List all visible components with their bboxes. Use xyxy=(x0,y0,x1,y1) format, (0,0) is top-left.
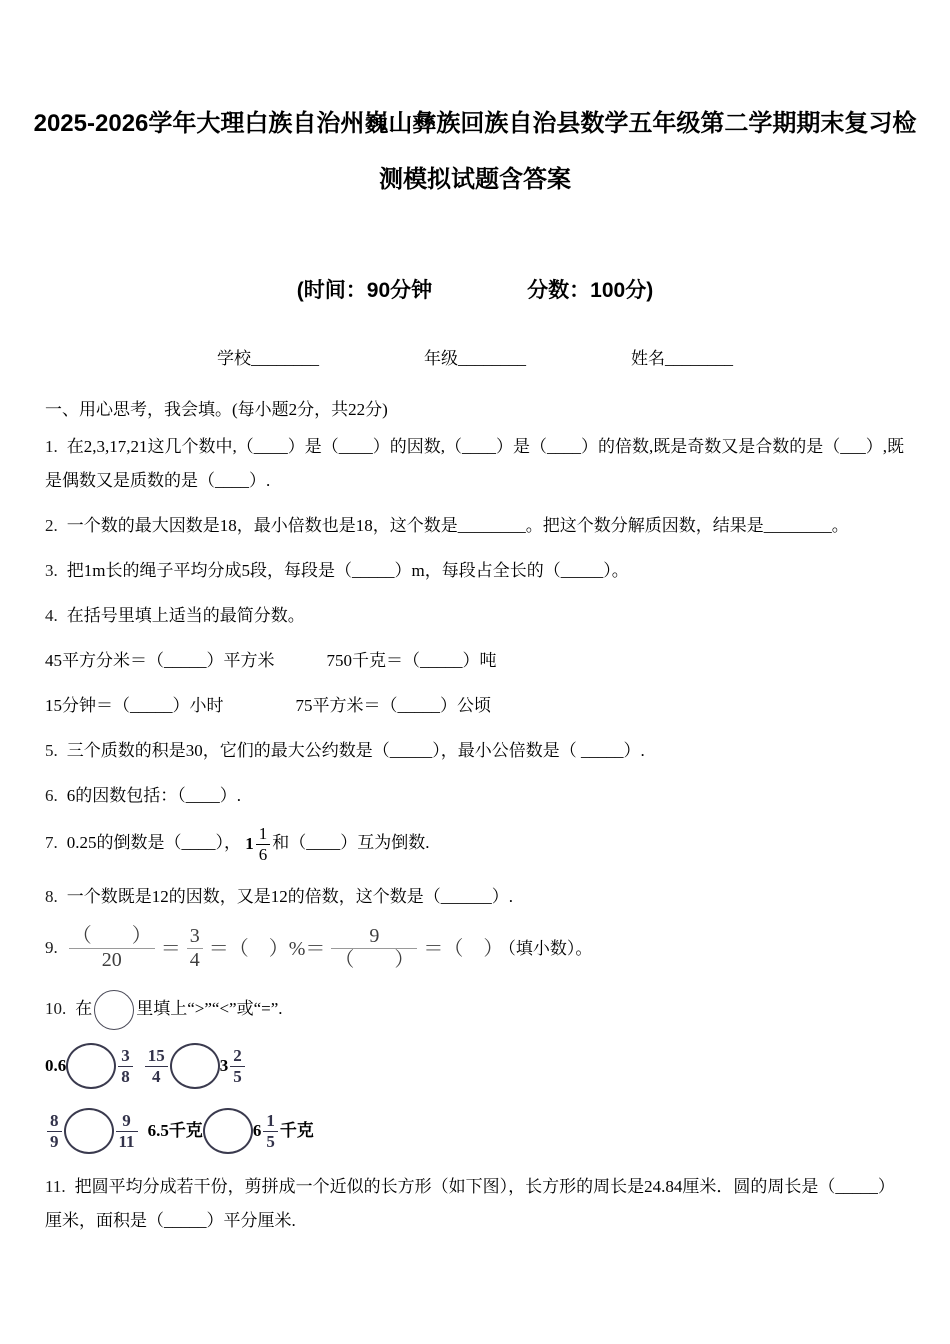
comparison-circle xyxy=(94,990,134,1030)
question-4-number: 4. xyxy=(45,606,58,625)
comparison-row-1 xyxy=(45,1040,910,1091)
fraction-numerator: 15 xyxy=(145,1046,168,1067)
student-info-fields xyxy=(0,344,950,369)
question-9-number: 9. xyxy=(45,938,58,958)
fraction-denominator: 11 xyxy=(118,1131,135,1151)
section-1-heading: 一、用心思考，我会填。(每小题2分，共22分) xyxy=(45,400,388,419)
fraction-denominator: 20 xyxy=(101,949,122,972)
comparison-circle xyxy=(66,1043,116,1089)
fraction-denominator: 8 xyxy=(121,1066,130,1086)
fraction-numerator: 2 xyxy=(230,1046,245,1067)
weight-unit: 千克 xyxy=(279,1121,314,1141)
mixed-number-whole: 6 xyxy=(252,1121,262,1141)
fraction-denominator: 5 xyxy=(266,1131,275,1151)
question-9-tail: （填小数）。 xyxy=(507,939,593,959)
question-3-number: 3. xyxy=(45,561,58,580)
question-5 xyxy=(45,734,910,768)
question-8 xyxy=(45,880,910,914)
question-5-number: 5. xyxy=(45,741,58,760)
comparison-circle xyxy=(170,1043,220,1089)
fraction-eight-ninths xyxy=(47,1111,62,1151)
question-1-number: 1. xyxy=(45,437,58,456)
fraction-fifteen-fourths xyxy=(145,1046,168,1086)
fraction-blank-over-20 xyxy=(69,925,155,972)
fraction-nine-elevenths xyxy=(116,1111,138,1151)
conversion-sq-decimeter: 45平方分米＝（_____）平方米 xyxy=(45,651,275,670)
total-score-label: 分数：100分) xyxy=(527,279,654,302)
question-7 xyxy=(45,824,910,864)
question-9-equation xyxy=(67,925,508,972)
question-3 xyxy=(45,554,910,588)
conversion-sq-meter: 75平方米＝（_____）公顷 xyxy=(295,696,491,715)
conversion-minute: 15分钟＝（_____）小时 xyxy=(45,696,224,715)
comparison-circle xyxy=(203,1108,253,1154)
equals-blank-segment: ＝（ ） xyxy=(423,937,504,960)
comparison-row-2 xyxy=(45,1105,910,1156)
fraction-numerator: 1 xyxy=(263,1111,278,1132)
question-9 xyxy=(45,925,910,972)
fraction-9-over-blank xyxy=(331,925,417,972)
fraction-three-eighths xyxy=(118,1046,133,1086)
school-field: 学校________ xyxy=(217,349,319,368)
mixed-number-whole: 3 xyxy=(219,1056,229,1076)
question-10-number: 10. xyxy=(45,999,67,1018)
question-4-conversion-row-2 xyxy=(45,689,910,723)
decimal-value: 0.6 xyxy=(45,1056,67,1076)
question-3-text: 把1m长的绳子平均分成5段，每段是（_____）m，每段占全长的（_____）。 xyxy=(66,561,629,580)
fraction-numerator: 9 xyxy=(116,1111,138,1132)
fraction-three-fourths xyxy=(187,925,203,972)
weight-value: 6.5千克 xyxy=(147,1121,203,1141)
mixed-number-whole: 1 xyxy=(245,834,254,854)
fraction-numerator: 8 xyxy=(47,1111,62,1132)
fraction-denominator: （ ） xyxy=(334,949,415,972)
fraction-denominator: 9 xyxy=(50,1131,59,1151)
question-11 xyxy=(45,1170,910,1238)
question-10-text-pre: 在 xyxy=(75,999,93,1018)
fraction-denominator: 4 xyxy=(152,1066,161,1086)
fraction-numerator: 9 xyxy=(331,925,417,949)
question-4-conversion-row-1 xyxy=(45,644,910,678)
question-6-number: 6. xyxy=(45,786,58,805)
question-10-text-post: 里填上“>”“<”或“=”. xyxy=(136,999,283,1018)
question-8-number: 8. xyxy=(45,887,58,907)
fraction-one-sixth xyxy=(256,824,271,864)
fraction-denominator: 5 xyxy=(233,1066,242,1086)
fraction-one-fifth xyxy=(263,1111,278,1151)
question-2 xyxy=(45,509,910,543)
question-2-text: 一个数的最大因数是18，最小倍数也是18，这个数是________。把这个数分解质因数，结果是________。 xyxy=(66,516,849,535)
page-title: 2025-2026学年大理白族自治州巍山彝族回族自治县数学五年级第二学期期末复习检测模拟试题含答案 xyxy=(33,110,917,193)
equals-sign: ＝ xyxy=(160,937,181,960)
grade-field: 年级________ xyxy=(424,349,526,368)
question-5-text: 三个质数的积是30，它们的最大公约数是（_____），最小公倍数是（ _____）. xyxy=(66,741,645,760)
question-1-text: 在2,3,17,21这几个数中,（____）是（____）的因数,（____）是（____）的倍数,既是奇数又是合数的是（___）,既是偶数又是质数的是（____）. xyxy=(45,437,904,490)
percent-blank-segment: ＝（ ）%＝ xyxy=(208,937,326,960)
question-6-text: 6的因数包括：（____）. xyxy=(66,786,241,805)
question-1 xyxy=(45,430,910,498)
question-list xyxy=(0,395,950,1238)
question-11-number: 11. xyxy=(45,1177,66,1197)
name-field: 姓名________ xyxy=(631,349,733,368)
question-7-number: 7. xyxy=(45,832,58,852)
fraction-denominator: 4 xyxy=(189,949,200,972)
question-10 xyxy=(45,990,910,1030)
question-7-text-pre: 0.25的倒数是（____）， xyxy=(66,832,246,852)
question-4 xyxy=(45,599,910,633)
time-limit-label: (时间：90分钟 xyxy=(296,279,433,302)
fraction-denominator: 6 xyxy=(258,844,268,864)
question-8-text: 一个数既是12的因数，又是12的倍数，这个数是（______）. xyxy=(66,887,513,907)
comparison-circle xyxy=(64,1108,114,1154)
question-11-text: 把圆平均分成若干份，剪拼成一个近似的长方形（如下图），长方形的周长是24.84厘米．圆的周长是（_____）厘米，面积是（_____）平分厘米. xyxy=(45,1177,895,1231)
fraction-numerator: 1 xyxy=(256,824,271,845)
fraction-numerator: （ ） xyxy=(69,925,155,949)
conversion-kilogram: 750千克＝（_____）吨 xyxy=(326,651,497,670)
fraction-two-fifths xyxy=(230,1046,245,1086)
question-6 xyxy=(45,779,910,813)
question-7-text-post: 和（____）互为倒数. xyxy=(272,832,430,852)
fraction-numerator: 3 xyxy=(118,1046,133,1067)
exam-meta xyxy=(0,274,950,304)
question-2-number: 2. xyxy=(45,516,58,535)
fraction-numerator: 3 xyxy=(187,925,203,949)
question-4-text: 在括号里填上适当的最简分数。 xyxy=(66,606,305,625)
